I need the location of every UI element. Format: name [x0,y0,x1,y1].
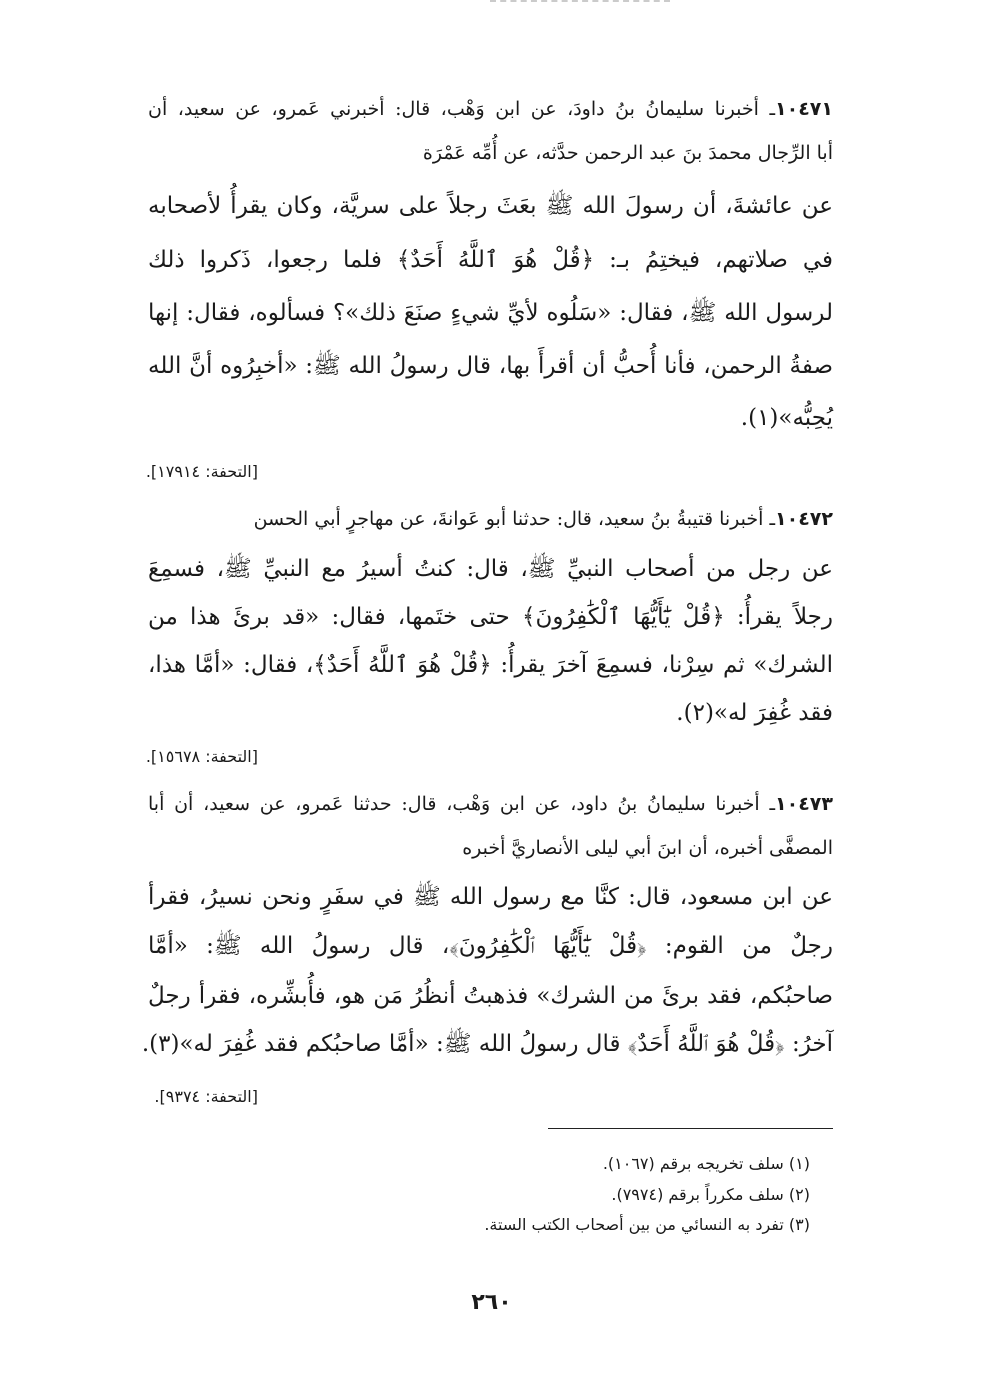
footnote-1: (١) سلف تخريجه برقم (١٠٦٧). [602,1154,810,1173]
footnote-2: (٢) سلف مكرراً برقم (٧٩٧٤). [611,1185,810,1204]
hadith-10471-matn-line-5: يُحِبُّه»(١). [740,405,833,431]
hadith-10471-matn-line-1: عن عائشةَ، أن رسولَ الله ﷺ بعَثَ رجلاً على سريَّة، وكان يقرأُ لأصحابه [148,193,833,219]
hadith-10471-isnad-line-2: أبا الرِّجال محمدَ بنَ عبد الرحمن حدَّثه، عن أُمِّه عَمْرَة [422,142,833,164]
hadith-10471-matn-line-3: لرسول الله ﷺ، فقال: «سَلُوه لأيِّ شيءٍ صنَعَ ذلك»؟ فسألوه، فقال: إنها [148,300,833,326]
hadith-10471-matn-line-2: في صلاتهم، فيختِمُ بـ: ﴿قُلْ هُوَ ٱللَّهُ أَحَدٌ﴾ فلما رجعوا، ذَكروا ذلك [148,247,833,273]
hadith-10473-matn-line-4: آخرُ: ﴿قُلْ هُوَ ٱللَّهُ أَحَدٌ﴾ قال رسولُ الله ﷺ: «أمَّا صاحبُكم فقد غُفِرَ له»(٣). [141,1031,833,1057]
hadith-10473-isnad-line-1 [148,795,833,814]
hadith-10473-matn-line-3: صاحبُكم، فقد برئَ من الشرك» فذهبتُ أنظُرُ مَن هو، فأُبشِّره، فقرأ رجلٌ [148,983,833,1009]
hadith-10472-matn-line-1: عن رجل من أصحاب النبيِّ ﷺ، قال: كنتُ أسيرُ مع النبيِّ ﷺ، فسمِعَ [148,556,833,582]
hadith-10473-matn-line-1: عن ابن مسعود، قال: كنَّا مع رسول الله ﷺ في سفَرٍ ونحن نسيرُ، فقرأ [148,884,833,910]
isnad-text: ـ أخبرنا قتيبةُ بنُ سعيد، قال: حدثنا أبو عَوانةَ، عن مهاجرٍ أبي الحسن [253,508,776,530]
hadith-10472-isnad-line-1 [228,510,833,529]
hadith-number: ١٠٤٧٢ [775,508,833,530]
hadith-10472-tuhfa-reference: [التحفة: ١٥٦٧٨]. [145,747,258,766]
hadith-10471-matn-line-4: صفةُ الرحمن، فأنا أُحبُّ أن أقرأَ بها، قال رسولُ الله ﷺ: «أخبِرُوه أنَّ الله [148,353,833,379]
scan-artifact [490,0,670,8]
hadith-10472-matn-line-3: الشرك» ثم سِرْنا، فسمِعَ آخرَ يقرأُ: ﴿قُلْ هُوَ ٱللَّهُ أَحَدٌ﴾، فقال: «أمَّا هذا، [148,652,833,678]
hadith-number: ١٠٤٧١ [775,98,833,120]
hadith-10473-tuhfa-reference: [التحفة: ٩٣٧٤]. [154,1087,258,1106]
page-number: ٢٦٠ [471,1290,512,1315]
hadith-10473-isnad-line-2: المصفَّى أخبره، أن ابنَ أبي ليلى الأنصاريَّ أخبره [462,837,833,859]
hadith-10472-matn-line-2: رجلاً يقرأُ: ﴿قُلْ يَٰٓأَيُّهَا ٱلْكَٰفِرُونَ﴾ حتى ختَمها، فقال: «قد برئَ هذا من [148,604,833,630]
isnad-text: ـ أخبرنا سليمانُ بنُ داودَ، عن ابن وَهْب، قال: أخبرني عَمرو، عن سعيد، أن [148,98,776,120]
hadith-number: ١٠٤٧٣ [775,793,833,815]
footnote-divider [548,1128,833,1129]
hadith-10471-tuhfa-reference: [التحفة: ١٧٩١٤]. [145,462,258,481]
hadith-10473-matn-line-2: رجلٌ من القوم: ﴿قُلْ يَٰٓأَيُّهَا ٱلْكَٰفِرُونَ﴾، قال رسولُ الله ﷺ: «أمَّا [148,933,833,959]
hadith-10472-matn-line-4: فقد غُفِرَ له»(٢). [676,700,833,726]
footnote-3: (٣) تفرد به النسائي من بين أصحاب الكتب الستة. [484,1215,810,1234]
hadith-10471-isnad-line-1 [148,100,833,119]
isnad-text: ـ أخبرنا سليمانُ بنُ داود، عن ابن وَهْب، قال: حدثنا عَمرو، عن سعيد، أن أبا [148,793,776,815]
